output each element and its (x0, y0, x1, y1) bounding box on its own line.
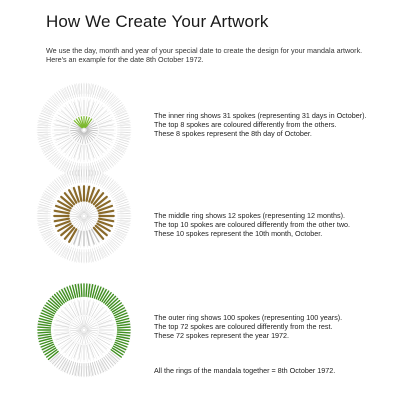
decor-spoke (99, 249, 103, 259)
mandala-day-example (36, 82, 132, 178)
decor-spoke (94, 309, 108, 321)
decor-spoke (77, 299, 81, 317)
decor-spoke (115, 190, 124, 196)
outer-ring-spoke (41, 142, 53, 147)
outer-ring-spoke (48, 237, 58, 245)
decor-spoke (65, 249, 69, 259)
decor-spoke (51, 97, 58, 104)
middle-ring-spoke (65, 307, 74, 318)
outer-ring-spoke (96, 173, 101, 185)
decor-spoke (47, 186, 55, 193)
decor-spoke (87, 143, 91, 161)
decor-spoke (65, 173, 69, 183)
decor-spoke (94, 139, 108, 151)
decor-spoke (77, 99, 81, 117)
outer-ring-spoke (114, 144, 125, 149)
middle-ring-spoke (55, 219, 69, 221)
outer-ring-spoke (105, 242, 113, 252)
outer-ring-spoke (96, 247, 101, 259)
outer-ring-spoke (64, 360, 69, 371)
decor-spoke (53, 133, 71, 137)
summary-text: All the rings of the mandala together = 8th October 1972. (154, 366, 336, 375)
decor-spoke (112, 186, 120, 193)
outer-ring-spoke (110, 151, 120, 159)
decor-spoke (107, 179, 114, 187)
middle-ring-spoke (96, 340, 107, 349)
outer-ring-spoke (86, 284, 87, 296)
middle-ring-spoke (79, 187, 81, 201)
description-line: The top 8 spokes are coloured differently from the others. (154, 120, 337, 130)
middle-ring-spoke (99, 211, 113, 213)
decor-spoke (93, 106, 105, 120)
decor-spoke (117, 111, 127, 115)
outer-ring-spoke (38, 327, 50, 328)
decor-spoke (45, 104, 54, 110)
decor-spoke (99, 173, 103, 183)
decor-spoke (110, 156, 117, 163)
decor-spoke (58, 247, 64, 256)
outer-ring-spoke (48, 101, 58, 109)
inner-ring-spoke (81, 317, 83, 327)
outer-ring-spoke (98, 246, 103, 257)
decor-spoke (104, 177, 110, 186)
outer-ring-spoke (41, 199, 53, 204)
middle-ring-spoke (99, 219, 113, 221)
outer-ring-spoke (110, 237, 120, 245)
middle-ring-spoke (96, 140, 107, 149)
inner-ring-spoke (79, 204, 83, 214)
outer-ring-spoke (81, 284, 82, 296)
decor-spoke (110, 97, 117, 104)
inner-ring-spoke (85, 203, 87, 213)
mandala-center (82, 214, 86, 218)
outer-ring-spoke (114, 196, 125, 201)
decor-spoke (51, 242, 58, 249)
page-title: How We Create Your Artwork (46, 12, 269, 31)
description-line: The outer ring shows 100 spokes (representing 100 years). (154, 313, 343, 322)
decor-spoke (60, 109, 74, 121)
outer-ring-spoke (115, 113, 127, 118)
decor-spoke (97, 133, 115, 137)
decor-spoke (65, 87, 69, 97)
outer-ring-spoke (105, 156, 113, 166)
mandala-month-example (36, 168, 132, 264)
decor-spoke (97, 323, 115, 327)
decor-spoke (45, 190, 54, 196)
outer-ring-spoke (114, 230, 125, 235)
decor-spoke (97, 333, 115, 337)
decor-spoke (112, 100, 120, 107)
decor-spoke (41, 197, 51, 201)
decor-spoke (63, 140, 75, 154)
outer-ring-spoke (42, 110, 53, 115)
decor-spoke (94, 109, 108, 121)
outer-ring-spoke (42, 230, 53, 235)
decor-spoke (54, 158, 61, 166)
description-line: The inner ring shows 31 spokes (representing 31 days in October). (154, 111, 367, 120)
decor-spoke (60, 139, 74, 151)
decor-spoke (41, 111, 51, 115)
outer-ring-spoke (114, 110, 125, 115)
inner-ring-spoke (85, 204, 89, 214)
decor-spoke (58, 91, 64, 100)
decor-spoke (41, 231, 51, 235)
description-line: These 72 spokes represent the year 1972. (154, 331, 290, 341)
decor-spoke (60, 339, 74, 351)
middle-ring-spoke (96, 111, 107, 120)
outer-ring-spoke (48, 187, 58, 195)
decor-spoke (47, 153, 55, 160)
decor-spoke (87, 343, 91, 361)
decor-spoke (53, 323, 71, 327)
inner-ring-spoke (71, 130, 82, 131)
middle-ring-spoke (94, 342, 103, 353)
decor-spoke (87, 299, 91, 317)
decor-spoke (117, 231, 127, 235)
outer-ring-spoke (98, 360, 103, 371)
decor-spoke (117, 145, 127, 149)
decor-spoke (93, 140, 105, 154)
decor-spoke (51, 156, 58, 163)
inner-ring-spoke (85, 318, 89, 328)
decor-spoke (107, 158, 114, 166)
inner-ring-spoke (79, 318, 83, 328)
outer-ring-spoke (98, 174, 103, 185)
outer-ring-spoke (67, 173, 72, 185)
outer-ring-description (154, 313, 394, 341)
decor-spoke (54, 244, 61, 252)
decor-spoke (117, 197, 127, 201)
middle-ring-spoke (94, 142, 103, 153)
decor-spoke (54, 93, 61, 101)
decor-spoke (53, 123, 71, 127)
middle-ring-spoke (65, 342, 74, 353)
decor-spoke (99, 87, 103, 97)
decor-spoke (115, 150, 124, 156)
outer-ring-spoke (64, 88, 69, 99)
outer-ring-spoke (55, 94, 63, 104)
description-line: These 10 spokes represent the 10th month, October. (154, 229, 323, 239)
decor-spoke (107, 244, 114, 252)
outer-ring-spoke (48, 151, 58, 159)
outer-ring-spoke (38, 332, 50, 333)
outer-ring-spoke (55, 180, 63, 190)
description-line: The top 72 spokes are coloured differently from the rest. (154, 322, 333, 332)
outer-ring-spoke (115, 199, 127, 204)
decor-spoke (112, 153, 120, 160)
outer-ring-spoke (55, 242, 63, 252)
decor-spoke (53, 333, 71, 337)
middle-ring-spoke (65, 107, 74, 118)
middle-ring-spoke (55, 211, 69, 213)
outer-ring-spoke (55, 156, 63, 166)
decor-spoke (63, 306, 75, 320)
decor-spoke (107, 93, 114, 101)
outer-ring-spoke (115, 142, 127, 147)
mandala-center (82, 128, 86, 132)
intro-text: We use the day, month and year of your special date to create the design for your mandala artwork. Here's an example for the date 8th October 1972. (46, 46, 363, 64)
decor-spoke (47, 239, 55, 246)
inner-ring-description (154, 111, 394, 139)
description-line: The middle ring shows 12 spokes (representing 12 months). (154, 211, 345, 220)
decor-spoke (115, 236, 124, 242)
outer-ring-spoke (67, 87, 72, 99)
middle-ring-spoke (94, 307, 103, 318)
decor-spoke (110, 183, 117, 190)
middle-ring-description (154, 211, 394, 239)
middle-ring-spoke (61, 340, 72, 349)
decor-spoke (63, 340, 75, 354)
decor-spoke (104, 91, 110, 100)
middle-ring-spoke (61, 111, 72, 120)
outer-ring-spoke (110, 187, 120, 195)
outer-ring-spoke (64, 246, 69, 257)
inner-ring-spoke (81, 203, 83, 213)
decor-spoke (87, 99, 91, 117)
decor-spoke (60, 309, 74, 321)
outer-ring-spoke (118, 332, 130, 333)
decor-spoke (94, 339, 108, 351)
mandala-center (82, 328, 86, 332)
middle-ring-spoke (61, 140, 72, 149)
outer-ring-spoke (110, 101, 120, 109)
outer-ring-spoke (98, 88, 103, 99)
description-line: The top 10 spokes are coloured differently from the other two. (154, 220, 351, 230)
outer-ring-spoke (64, 174, 69, 185)
decor-spoke (104, 247, 110, 256)
inner-ring-spoke (87, 330, 98, 331)
outer-ring-spoke (115, 228, 127, 233)
decor-spoke (77, 343, 81, 361)
outer-ring-spoke (105, 94, 113, 104)
decor-spoke (45, 150, 54, 156)
inner-ring-spoke (71, 216, 82, 217)
outer-ring-spoke (42, 196, 53, 201)
decor-spoke (115, 104, 124, 110)
decor-spoke (51, 183, 58, 190)
decor-spoke (47, 100, 55, 107)
outer-ring-spoke (41, 228, 53, 233)
decor-spoke (93, 340, 105, 354)
decor-spoke (97, 123, 115, 127)
decor-spoke (110, 242, 117, 249)
middle-ring-spoke (94, 107, 103, 118)
middle-ring-spoke (96, 311, 107, 320)
decor-spoke (54, 179, 61, 187)
outer-ring-spoke (42, 144, 53, 149)
decor-spoke (41, 145, 51, 149)
decor-spoke (77, 143, 81, 161)
middle-ring-spoke (65, 142, 74, 153)
inner-ring-spoke (87, 216, 98, 217)
inner-ring-spoke (87, 130, 98, 131)
decor-spoke (63, 106, 75, 120)
outer-ring-spoke (118, 327, 130, 328)
middle-ring-spoke (87, 187, 89, 201)
mandala-year-example (36, 282, 132, 378)
outer-ring-spoke (105, 180, 113, 190)
description-line: These 8 spokes represent the 8th day of October. (154, 129, 312, 139)
outer-ring-spoke (67, 247, 72, 259)
decor-spoke (45, 236, 54, 242)
decor-spoke (58, 177, 64, 186)
middle-ring-spoke (61, 311, 72, 320)
outer-ring-spoke (41, 113, 53, 118)
decor-spoke (93, 306, 105, 320)
outer-ring-spoke (96, 87, 101, 99)
inner-ring-spoke (85, 317, 87, 327)
inner-ring-spoke (71, 330, 82, 331)
decor-spoke (112, 239, 120, 246)
